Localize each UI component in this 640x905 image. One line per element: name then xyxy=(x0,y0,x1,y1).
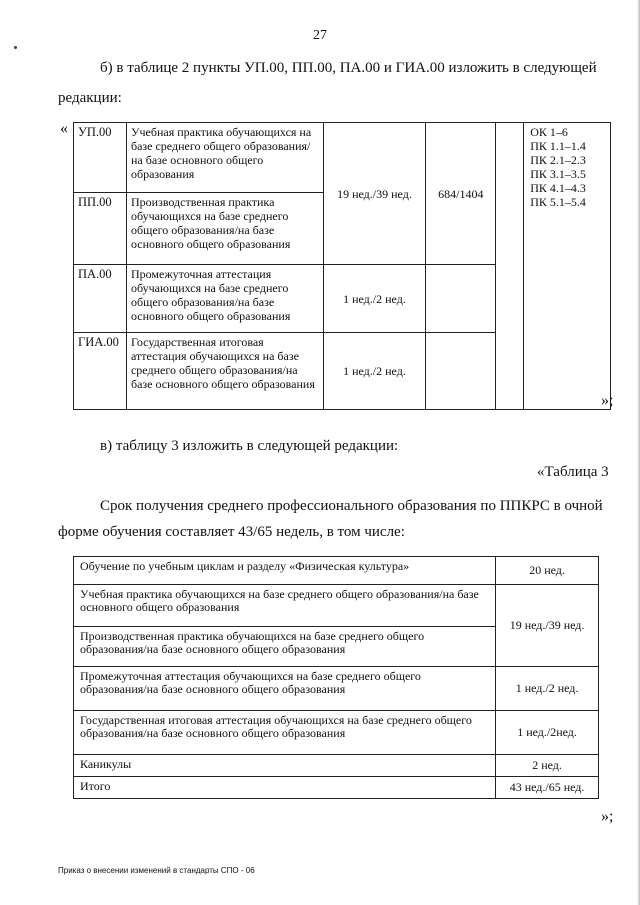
row-description: Итого xyxy=(74,777,496,799)
section-v-heading: в) таблицу 3 изложить в следующей редакции: xyxy=(100,438,399,454)
table1-close-quote: »; xyxy=(601,392,614,409)
row-description: Промежуточная аттестация обучающихся на базе среднего общего образования/на базе основного общего образования xyxy=(74,667,496,711)
row-code: ПП.00 xyxy=(74,193,127,265)
competency-item: ПК 5.1–5.4 xyxy=(530,195,586,209)
merged-weeks: 19 нед./39 нед. xyxy=(323,123,426,265)
competency-item: ПК 4.1–4.3 xyxy=(530,181,586,195)
duration-line-2: форме обучения составляет 43/65 недель, в том числе: xyxy=(58,524,405,540)
table1-open-quote: « xyxy=(60,120,68,137)
table-row xyxy=(74,557,599,585)
table-row xyxy=(74,123,611,193)
table-label: «Таблица 3 xyxy=(537,464,609,480)
merged-hours: 684/1404 xyxy=(426,123,496,265)
row-description: Государственная итоговая аттестация обучающихся на базе среднего общего образования/на базе основного общего образования xyxy=(126,333,323,410)
row-value: 1 нед./2нед. xyxy=(496,711,599,755)
table2-close-quote: »; xyxy=(601,808,614,825)
intro-line-1: б) в таблице 2 пункты УП.00, ПП.00, ПА.00 и ГИА.00 изложить в следующей xyxy=(100,60,597,76)
duration-line-1: Срок получения среднего профессионального образования по ППКРС в очной xyxy=(100,498,603,514)
practice-table xyxy=(73,122,614,410)
table-row xyxy=(74,711,599,755)
row-description: Обучение по учебным циклам и разделу «Физическая культура» xyxy=(74,557,496,585)
row-hours xyxy=(426,265,496,333)
page-number: 27 xyxy=(313,28,327,43)
row-code: ПА.00 xyxy=(74,265,127,333)
table-row xyxy=(74,667,599,711)
row-description: Государственная итоговая аттестация обучающихся на базе среднего общего образования/на базе основного общего образования xyxy=(74,711,496,755)
row-description: Промежуточная аттестация обучающихся на базе среднего общего образования/на базе основного общего образования xyxy=(126,265,323,333)
row-description: Учебная практика обучающихся на базе среднего общего образования/на базе основного общего образования xyxy=(74,585,496,627)
competency-item: ПК 3.1–3.5 xyxy=(530,167,586,181)
row-description: Каникулы xyxy=(74,755,496,777)
row-value: 1 нед./2 нед. xyxy=(496,667,599,711)
row-value: 2 нед. xyxy=(496,755,599,777)
row-description: Производственная практика обучающихся на базе среднего общего образования/на базе основного общего образования xyxy=(126,193,323,265)
duration-table xyxy=(73,556,599,799)
competencies-cell xyxy=(524,123,614,410)
intro-line-2: редакции: xyxy=(58,90,122,106)
row-code: ГИА.00 xyxy=(74,333,127,410)
competency-item: ОК 1–6 xyxy=(530,125,568,139)
row-weeks: 1 нед./2 нед. xyxy=(323,265,426,333)
competency-item: ПК 2.1–2.3 xyxy=(530,153,586,167)
row-code: УП.00 xyxy=(74,123,127,193)
table-row xyxy=(74,755,599,777)
row-description: Учебная практика обучающихся на базе среднего общего образования/на базе основного общего образования xyxy=(126,123,323,193)
footer-text: Приказ о внесении изменений в стандарты СПО - 06 xyxy=(58,866,255,875)
competency-item: ПК 1.1–1.4 xyxy=(530,139,586,153)
row-value: 20 нед. xyxy=(496,557,599,585)
row-description: Производственная практика обучающихся на базе среднего общего образования/на базе основного общего образования xyxy=(74,627,496,667)
row-weeks: 1 нед./2 нед. xyxy=(323,333,426,410)
merged-value: 19 нед./39 нед. xyxy=(496,585,599,667)
scan-speck xyxy=(14,46,17,49)
table-row xyxy=(74,777,599,799)
row-value: 43 нед./65 нед. xyxy=(496,777,599,799)
empty-column xyxy=(496,123,524,410)
row-hours xyxy=(426,333,496,410)
table-row xyxy=(74,585,599,627)
